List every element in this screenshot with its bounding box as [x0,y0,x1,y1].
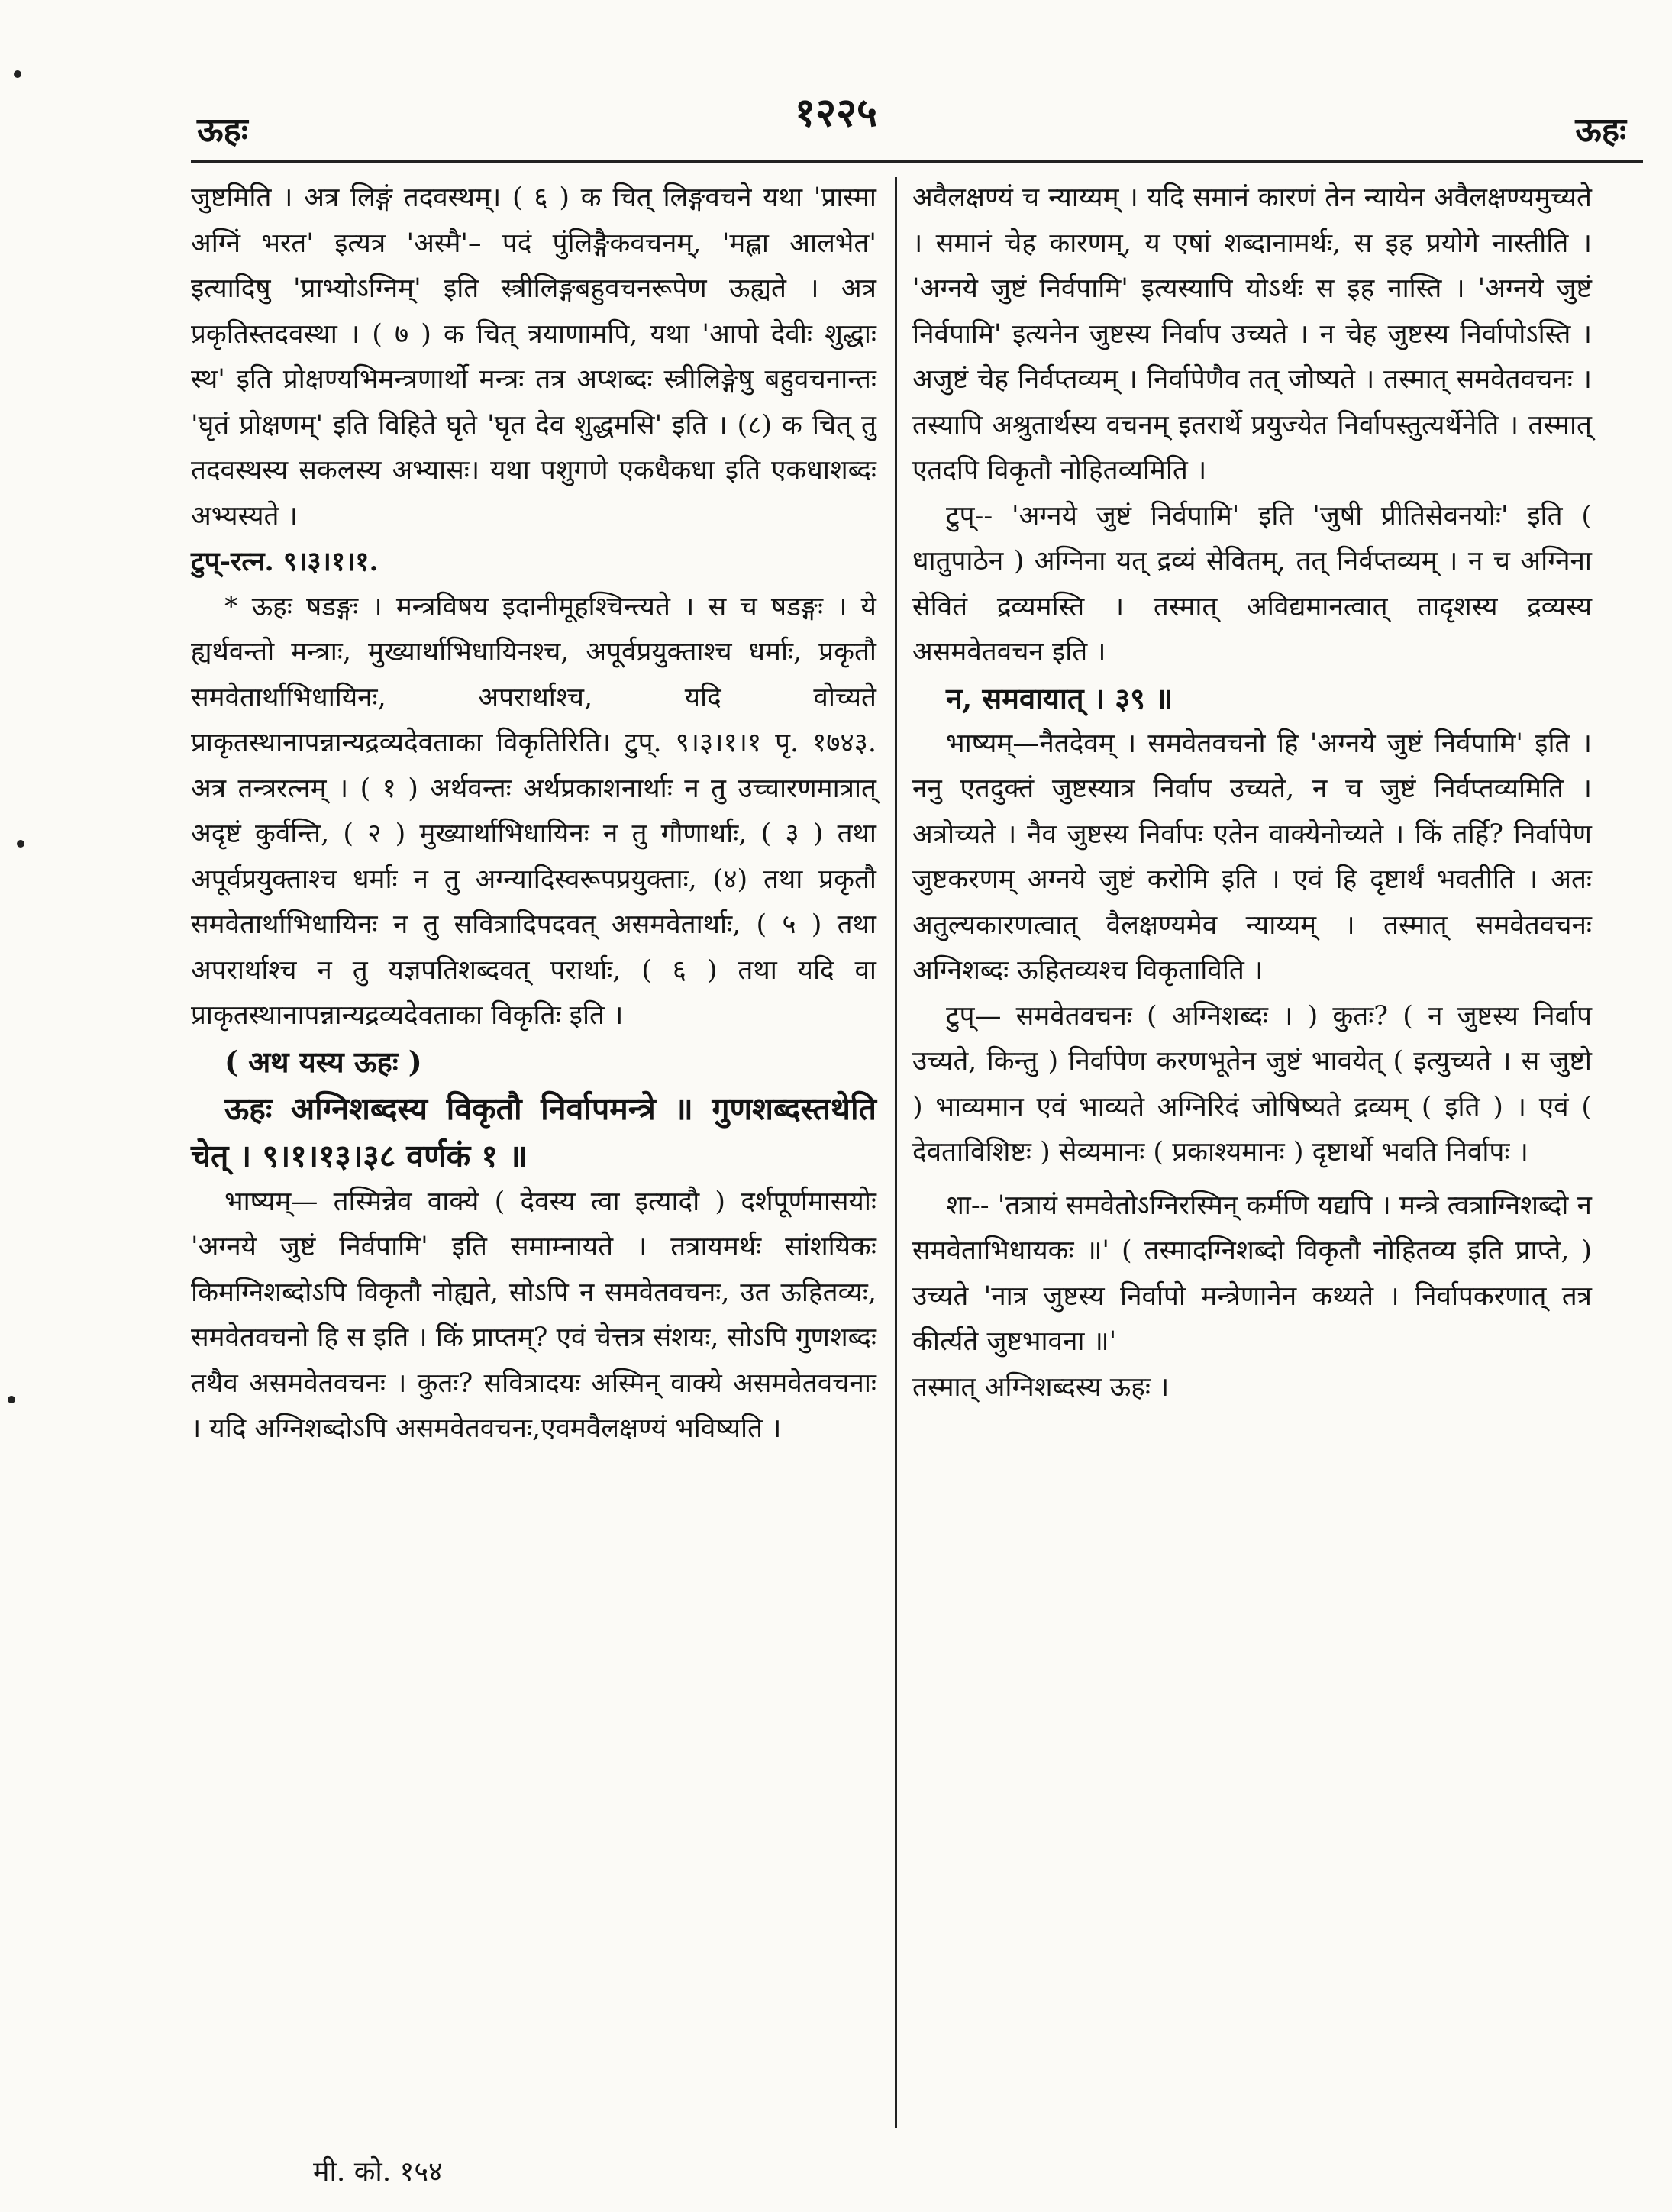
adhikarana-title: ( अथ यस्य ऊहः ) [224,1044,422,1079]
right-paragraph: टुप्— समवेतवचनः ( अग्निशब्दः । ) कुतः? ( न जुष्टस्य निर्वाप उच्यते, किन्तु ) निर्वापेण करणभूतेन जुष्टं भावयेत् ( इत्युच्यते । स जुष्टो ) भाव्यमान एवं भाव्यते अग्निरिदं जोषिष्यते द्रव्यम् ( इति ) । एवं ( देवताविशिष्टः ) सेव्यमानः ( प्रकाश्यमानः ) दृष्टार्थो भवति निर्वापः । [912,1000,1592,1167]
right-column [912,176,1592,1410]
right-paragraph: भाष्यम्—नैतदेवम् । समवेतवचनो हि 'अग्नये जुष्टं निर्वपामि' इति । ननु एतदुक्तं जुष्टस्यात्र निर्वाप उच्यते, न च जुष्टं निर्वप्तव्यमिति । अत्रोच्यते । नैव जुष्टस्य निर्वापः एतेन वाक्येनोच्यते । किं तर्हि? निर्वापेण जुष्टकरणम् अग्नये जुष्टं करोमि इति । एवं हि दृष्टार्थं भवतीति । अतः अतुल्यकारणत्वात् वैलक्षण्यमेव न्याय्यम् । तस्मात् समवेतवचनः अग्निशब्दः ऊहितव्यश्च विकृताविति । [912,728,1592,986]
scan-mark [8,1396,15,1403]
left-paragraph: * ऊहः षडङ्गः । मन्त्रविषय इदानीमूहश्चिन्त्यते । स च षडङ्गः । ये ह्यर्थवन्तो मन्त्राः, मुख्यार्थाभिधायिनश्च, अपूर्वप्रयुक्ताश्च धर्माः, प्रकृतौ समवेतार्थाभिधायिनः, अपरार्थाश्च, यदि वोच्यते प्राकृतस्थानापन्नान्यद्रव्यदेवताका विकृतिरिति। टुप्. ९।३।१।१ पृ. १७४३. अत्र तन्त्ररत्नम् । ( १ ) अर्थवन्तः अर्थप्रकाशनार्थाः न तु उच्चारणमात्रात् अदृष्टं कुर्वन्ति, ( २ ) मुख्यार्थाभिधायिनः न तु गौणार्थाः, ( ३ ) तथा अपूर्वप्रयुक्ताश्च धर्माः न तु अग्न्यादिस्वरूपप्रयुक्ताः, (४) तथा प्रकृतौ समवेतार्थाभिधायिनः न तु सवित्रादिपदवत् असमवेतार्थाः, ( ५ ) तथा अपरार्थाश्च न तु यज्ञपतिशब्दवत् परार्थाः, ( ६ ) तथा यदि वा प्राकृतस्थानापन्नान्यद्रव्यदेवताका विकृतिः इति । [191,591,876,1031]
page-number: १२२५ [794,89,878,136]
header-rule [191,160,1643,163]
right-paragraph: शा-- 'तत्रायं समवेतोऽग्निरस्मिन् कर्मणि यद्यपि । मन्त्रे त्वत्राग्निशब्दो न समवेताभिधायकः ॥' ( तस्मादग्निशब्दो विकृतौ नोहितव्य इति प्राप्ते, ) उच्यते 'नात्र जुष्टस्य निर्वापो मन्त्रेणानेन कथ्यते । निर्वापकरणात् तत्र कीर्त्यते जुष्टभावना ॥' [912,1190,1592,1357]
right-paragraph: तस्मात् अग्निशब्दस्य ऊहः । [912,1371,1170,1403]
scan-mark [14,70,21,78]
left-paragraph: भाष्यम्— तस्मिन्नेव वाक्ये ( देवस्य त्वा इत्यादौ ) दर्शपूर्णमासयोः 'अग्नये जुष्टं निर्वपामि' इति समाम्नायते । तत्रायमर्थः सांशयिकः किमग्निशब्दोऽपि विकृतौ नोह्यते, सोऽपि न समवेतवचनः, उत ऊहितव्यः, समवेतवचनो हि स इति । किं प्राप्तम्? एवं चेत्तत्र संशयः, सोऽपि गुणशब्दः तथैव असमवेतवचनः । कुतः? सवित्रादयः अस्मिन् वाक्ये असमवेतवचनाः । यदि अग्निशब्दोऽपि असमवेतवचनः,एवमवैलक्षण्यं भविष्यति । [191,1186,876,1444]
header-left-title: ऊहः [197,111,248,150]
right-paragraph: टुप्-- 'अग्नये जुष्टं निर्वपामि' इति 'जुषी प्रीतिसेवनयोः' इति ( धातुपाठेन ) अग्निना यत् द्रव्यं सेवितम्, तत् निर्वप्तव्यम् । न च अग्निना सेवितं द्रव्यमस्ति । तस्मात् अविद्यमानत्वात् तादृशस्य द्रव्यस्य असमवेतवचन इति । [912,500,1592,667]
left-citation: टुप्-रत्न. ९।३।१।१. [191,546,379,577]
left-column [191,176,876,1452]
header-right-title: ऊहः [1575,111,1626,150]
sutra: न, समवायात् । ३९ ॥ [946,680,1173,715]
column-divider [895,177,897,2128]
left-paragraph: जुष्टमिति । अत्र लिङ्गं तदवस्थम्। ( ६ ) क चित् लिङ्गवचने यथा 'प्रास्मा अग्निं भरत' इत्यत्र 'अस्मै'– पदं पुंलिङ्गैकवचनम्, 'मह्ला आलभेत' इत्यादिषु 'प्राभ्योऽग्निम्' इति स्त्रीलिङ्गबहुवचनरूपेण ऊह्यते । अत्र प्रकृतिस्तदवस्था । ( ७ ) क चित् त्रयाणामपि, यथा 'आपो देवीः शुद्धाः स्थ' इति प्रोक्षण्यभिमन्त्रणार्थो मन्त्रः तत्र अप्शब्दः स्त्रीलिङ्गेषु बहुवचनान्तः 'घृतं प्रोक्षणम्' इति विहिते घृते 'घृत देव शुद्धमसि' इति । (८) क चित् तु तदवस्थस्य सकलस्य अभ्यासः। यथा पशुगणे एकधैकधा इति एकधाशब्दः अभ्यस्यते । [191,182,876,531]
footer-signature: मी. को. १५४ [313,2156,443,2188]
scan-mark [17,840,24,848]
right-paragraph: अवैलक्षण्यं च न्याय्यम् । यदि समानं कारणं तेन न्यायेन अवैलक्षण्यमुच्यते । समानं चेह कारणम्, य एषां शब्दानामर्थः, स इह प्रयोगे नास्तीति । 'अग्नये जुष्टं निर्वपामि' इत्यस्यापि योऽर्थः स इह नास्ति । 'अग्नये जुष्टं निर्वपामि' इत्यनेन जुष्टस्य निर्वाप उच्यते । न चेह जुष्टस्य निर्वापोऽस्ति । अजुष्टं चेह निर्वप्तव्यम् । निर्वापेणैव तत् जोष्यते । तस्मात् समवेतवचनः । तस्यापि अश्रुतार्थस्य वचनम् इतरार्थे प्रयुज्येत निर्वापस्तुत्यर्थेनेति । तस्मात् एतदपि विकृतौ नोहितव्यमिति । [912,182,1592,486]
sutra: ऊहः अग्निशब्दस्य विकृतौ निर्वापमन्त्रे ॥ गुणशब्दस्तथेति चेत् । ९।१।१३।३८ वर्णकं १ ॥ [191,1090,876,1174]
